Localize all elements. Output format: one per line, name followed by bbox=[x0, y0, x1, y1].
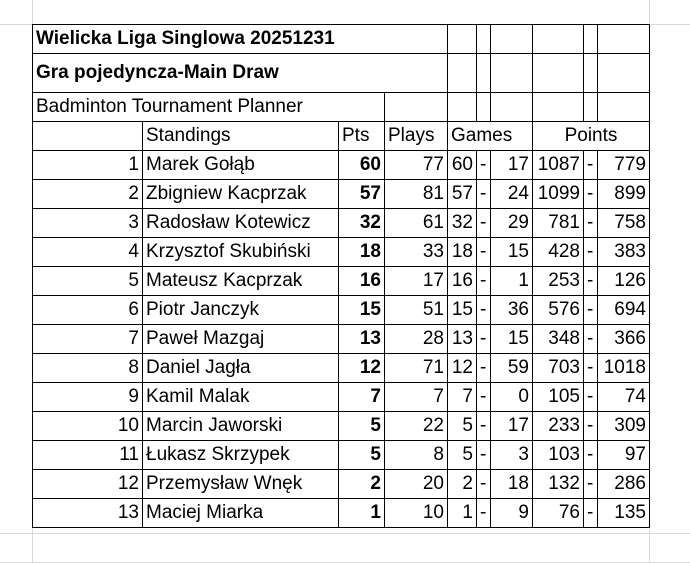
points-won-cell[interactable]: 76 bbox=[533, 499, 584, 528]
rank-cell[interactable]: 12 bbox=[33, 470, 143, 499]
points-separator[interactable]: - bbox=[584, 180, 598, 209]
points-separator[interactable]: - bbox=[584, 383, 598, 412]
pts-cell[interactable]: 18 bbox=[339, 238, 385, 267]
player-name-cell[interactable]: Krzysztof Skubiński bbox=[143, 238, 339, 267]
cell[interactable] bbox=[448, 54, 477, 93]
table-row bbox=[33, 238, 650, 267]
points-separator[interactable]: - bbox=[584, 470, 598, 499]
cell[interactable] bbox=[491, 25, 533, 54]
points-lost-cell[interactable]: 779 bbox=[598, 151, 650, 180]
plays-header[interactable]: Plays bbox=[385, 122, 448, 151]
points-lost-cell[interactable]: 97 bbox=[598, 441, 650, 470]
points-lost-cell[interactable]: 694 bbox=[598, 296, 650, 325]
points-separator[interactable]: - bbox=[584, 209, 598, 238]
standings-header[interactable]: Standings bbox=[143, 122, 339, 151]
table-row bbox=[33, 354, 650, 383]
player-name-cell[interactable]: Paweł Mazgaj bbox=[143, 325, 339, 354]
cell[interactable] bbox=[533, 93, 584, 122]
points-won-cell[interactable]: 132 bbox=[533, 470, 584, 499]
games-lost-cell[interactable]: 17 bbox=[491, 412, 533, 441]
plays-cell[interactable]: 28 bbox=[385, 325, 448, 354]
gridline bbox=[0, 533, 690, 534]
points-won-cell[interactable]: 105 bbox=[533, 383, 584, 412]
rank-cell[interactable]: 7 bbox=[33, 325, 143, 354]
plays-cell[interactable]: 8 bbox=[385, 441, 448, 470]
cell[interactable] bbox=[584, 25, 598, 54]
plays-cell[interactable]: 20 bbox=[385, 470, 448, 499]
table-row bbox=[33, 470, 650, 499]
rank-cell[interactable]: 9 bbox=[33, 383, 143, 412]
points-lost-cell[interactable]: 366 bbox=[598, 325, 650, 354]
rank-cell[interactable]: 11 bbox=[33, 441, 143, 470]
pts-cell[interactable]: 16 bbox=[339, 267, 385, 296]
games-lost-cell[interactable]: 0 bbox=[491, 383, 533, 412]
cell[interactable] bbox=[533, 54, 584, 93]
player-name-cell[interactable]: Łukasz Skrzypek bbox=[143, 441, 339, 470]
planner-label[interactable]: Badminton Tournament Planner bbox=[33, 93, 385, 122]
games-won-cell[interactable]: 15 bbox=[448, 296, 477, 325]
games-lost-cell[interactable]: 3 bbox=[491, 441, 533, 470]
table-row bbox=[33, 180, 650, 209]
plays-cell[interactable]: 81 bbox=[385, 180, 448, 209]
cell[interactable] bbox=[448, 93, 477, 122]
points-separator[interactable]: - bbox=[584, 151, 598, 180]
pts-cell[interactable]: 57 bbox=[339, 180, 385, 209]
plays-cell[interactable]: 77 bbox=[385, 151, 448, 180]
cell[interactable] bbox=[448, 25, 477, 54]
plays-cell[interactable]: 22 bbox=[385, 412, 448, 441]
points-lost-cell[interactable]: 286 bbox=[598, 470, 650, 499]
table-row bbox=[33, 209, 650, 238]
player-name-cell[interactable]: Daniel Jagła bbox=[143, 354, 339, 383]
rank-cell[interactable]: 10 bbox=[33, 412, 143, 441]
games-won-cell[interactable]: 13 bbox=[448, 325, 477, 354]
rank-cell[interactable]: 6 bbox=[33, 296, 143, 325]
games-separator[interactable]: - bbox=[477, 325, 491, 354]
games-lost-cell[interactable]: 24 bbox=[491, 180, 533, 209]
plays-cell[interactable]: 7 bbox=[385, 383, 448, 412]
table-row bbox=[33, 383, 650, 412]
pts-cell[interactable]: 15 bbox=[339, 296, 385, 325]
draw-title-row bbox=[33, 54, 650, 93]
rank-cell[interactable]: 4 bbox=[33, 238, 143, 267]
games-lost-cell[interactable]: 59 bbox=[491, 354, 533, 383]
pts-cell[interactable]: 5 bbox=[339, 412, 385, 441]
points-lost-cell[interactable]: 309 bbox=[598, 412, 650, 441]
games-won-cell[interactable]: 57 bbox=[448, 180, 477, 209]
games-won-cell[interactable]: 1 bbox=[448, 499, 477, 528]
league-title[interactable]: Wielicka Liga Singlowa 20251231 bbox=[33, 25, 448, 54]
player-name-cell[interactable]: Radosław Kotewicz bbox=[143, 209, 339, 238]
games-lost-cell[interactable]: 15 bbox=[491, 325, 533, 354]
table-row bbox=[33, 499, 650, 528]
points-won-cell[interactable]: 781 bbox=[533, 209, 584, 238]
games-separator[interactable]: - bbox=[477, 151, 491, 180]
cell[interactable] bbox=[598, 25, 650, 54]
player-name-cell[interactable]: Przemysław Wnęk bbox=[143, 470, 339, 499]
pts-cell[interactable]: 7 bbox=[339, 383, 385, 412]
pts-header[interactable]: Pts bbox=[339, 122, 385, 151]
games-separator[interactable]: - bbox=[477, 470, 491, 499]
plays-cell[interactable]: 33 bbox=[385, 238, 448, 267]
games-won-cell[interactable]: 18 bbox=[448, 238, 477, 267]
games-separator[interactable]: - bbox=[477, 441, 491, 470]
draw-title[interactable]: Gra pojedyncza-Main Draw bbox=[33, 54, 448, 93]
points-won-cell[interactable]: 703 bbox=[533, 354, 584, 383]
plays-cell[interactable]: 17 bbox=[385, 267, 448, 296]
plays-cell[interactable]: 10 bbox=[385, 499, 448, 528]
games-lost-cell[interactable]: 15 bbox=[491, 238, 533, 267]
points-won-cell[interactable]: 1087 bbox=[533, 151, 584, 180]
planner-row bbox=[33, 93, 650, 122]
points-lost-cell[interactable]: 126 bbox=[598, 267, 650, 296]
standings-rows bbox=[33, 151, 650, 528]
rank-cell[interactable]: 5 bbox=[33, 267, 143, 296]
games-lost-cell[interactable]: 18 bbox=[491, 470, 533, 499]
cell[interactable] bbox=[598, 93, 650, 122]
games-separator[interactable]: - bbox=[477, 354, 491, 383]
table-row bbox=[33, 441, 650, 470]
games-won-cell[interactable]: 16 bbox=[448, 267, 477, 296]
cell[interactable] bbox=[491, 93, 533, 122]
pts-cell[interactable]: 2 bbox=[339, 470, 385, 499]
cell[interactable] bbox=[584, 93, 598, 122]
plays-cell[interactable]: 61 bbox=[385, 209, 448, 238]
cell[interactable] bbox=[33, 122, 143, 151]
games-separator[interactable]: - bbox=[477, 238, 491, 267]
points-won-cell[interactable]: 253 bbox=[533, 267, 584, 296]
player-name-cell[interactable]: Mateusz Kacprzak bbox=[143, 267, 339, 296]
player-name-cell[interactable]: Marcin Jaworski bbox=[143, 412, 339, 441]
games-lost-cell[interactable]: 1 bbox=[491, 267, 533, 296]
points-won-cell[interactable]: 348 bbox=[533, 325, 584, 354]
cell[interactable] bbox=[385, 93, 448, 122]
games-lost-cell[interactable]: 29 bbox=[491, 209, 533, 238]
games-won-cell[interactable]: 60 bbox=[448, 151, 477, 180]
cell[interactable] bbox=[477, 54, 491, 93]
player-name-cell[interactable]: Zbigniew Kacprzak bbox=[143, 180, 339, 209]
pts-cell[interactable]: 32 bbox=[339, 209, 385, 238]
title-row bbox=[33, 25, 650, 54]
table-row bbox=[33, 151, 650, 180]
games-lost-cell[interactable]: 36 bbox=[491, 296, 533, 325]
table-row bbox=[33, 296, 650, 325]
cell[interactable] bbox=[491, 54, 533, 93]
games-lost-cell[interactable]: 17 bbox=[491, 151, 533, 180]
points-separator[interactable]: - bbox=[584, 296, 598, 325]
table-row bbox=[33, 325, 650, 354]
player-name-cell[interactable]: Piotr Janczyk bbox=[143, 296, 339, 325]
games-won-cell[interactable]: 5 bbox=[448, 412, 477, 441]
rank-cell[interactable]: 3 bbox=[33, 209, 143, 238]
points-separator[interactable]: - bbox=[584, 325, 598, 354]
games-separator[interactable]: - bbox=[477, 383, 491, 412]
points-separator[interactable]: - bbox=[584, 354, 598, 383]
plays-cell[interactable]: 51 bbox=[385, 296, 448, 325]
games-header[interactable]: Games bbox=[448, 122, 533, 151]
rank-cell[interactable]: 8 bbox=[33, 354, 143, 383]
cell[interactable] bbox=[477, 93, 491, 122]
standings-table bbox=[32, 24, 650, 528]
cell[interactable] bbox=[598, 54, 650, 93]
column-header-row bbox=[33, 122, 650, 151]
points-lost-cell[interactable]: 758 bbox=[598, 209, 650, 238]
games-separator[interactable]: - bbox=[477, 209, 491, 238]
points-lost-cell[interactable]: 135 bbox=[598, 499, 650, 528]
table-row bbox=[33, 412, 650, 441]
pts-cell[interactable]: 1 bbox=[339, 499, 385, 528]
plays-cell[interactable]: 71 bbox=[385, 354, 448, 383]
points-separator[interactable]: - bbox=[584, 441, 598, 470]
games-won-cell[interactable]: 2 bbox=[448, 470, 477, 499]
cell[interactable] bbox=[584, 54, 598, 93]
games-won-cell[interactable]: 7 bbox=[448, 383, 477, 412]
points-separator[interactable]: - bbox=[584, 238, 598, 267]
games-separator[interactable]: - bbox=[477, 499, 491, 528]
points-lost-cell[interactable]: 1018 bbox=[598, 354, 650, 383]
pts-cell[interactable]: 5 bbox=[339, 441, 385, 470]
pts-cell[interactable]: 60 bbox=[339, 151, 385, 180]
player-name-cell[interactable]: Kamil Malak bbox=[143, 383, 339, 412]
points-lost-cell[interactable]: 74 bbox=[598, 383, 650, 412]
cell[interactable] bbox=[477, 25, 491, 54]
rank-cell[interactable]: 1 bbox=[33, 151, 143, 180]
points-won-cell[interactable]: 576 bbox=[533, 296, 584, 325]
games-separator[interactable]: - bbox=[477, 412, 491, 441]
points-lost-cell[interactable]: 383 bbox=[598, 238, 650, 267]
points-separator[interactable]: - bbox=[584, 412, 598, 441]
games-won-cell[interactable]: 12 bbox=[448, 354, 477, 383]
points-separator[interactable]: - bbox=[584, 267, 598, 296]
table-row bbox=[33, 267, 650, 296]
games-separator[interactable]: - bbox=[477, 296, 491, 325]
points-won-cell[interactable]: 103 bbox=[533, 441, 584, 470]
games-separator[interactable]: - bbox=[477, 267, 491, 296]
player-name-cell[interactable]: Maciej Miarka bbox=[143, 499, 339, 528]
games-separator[interactable]: - bbox=[477, 180, 491, 209]
points-lost-cell[interactable]: 899 bbox=[598, 180, 650, 209]
cell[interactable] bbox=[533, 25, 584, 54]
points-header[interactable]: Points bbox=[533, 122, 650, 151]
points-won-cell[interactable]: 233 bbox=[533, 412, 584, 441]
rank-cell[interactable]: 2 bbox=[33, 180, 143, 209]
games-won-cell[interactable]: 5 bbox=[448, 441, 477, 470]
points-won-cell[interactable]: 1099 bbox=[533, 180, 584, 209]
games-won-cell[interactable]: 32 bbox=[448, 209, 477, 238]
games-lost-cell[interactable]: 9 bbox=[491, 499, 533, 528]
rank-cell[interactable]: 13 bbox=[33, 499, 143, 528]
points-separator[interactable]: - bbox=[584, 499, 598, 528]
pts-cell[interactable]: 13 bbox=[339, 325, 385, 354]
pts-cell[interactable]: 12 bbox=[339, 354, 385, 383]
points-won-cell[interactable]: 428 bbox=[533, 238, 584, 267]
player-name-cell[interactable]: Marek Gołąb bbox=[143, 151, 339, 180]
